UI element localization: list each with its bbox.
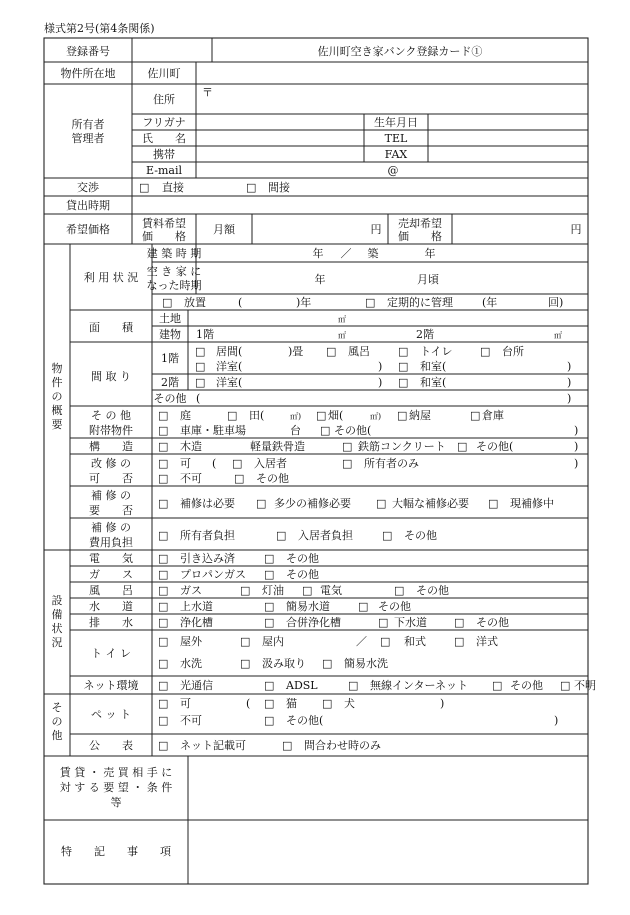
layout-floor2-label: 2階 [161, 376, 179, 389]
toilet-room-label: トイレ [420, 345, 453, 358]
repair-major-checkbox[interactable]: □ [376, 497, 387, 510]
overview-label-1: 物 [51, 362, 63, 375]
repair-some-checkbox[interactable]: □ [256, 497, 267, 510]
location-value: 佐川町 [147, 67, 181, 80]
f1-western-close: ) [378, 360, 383, 373]
drain-b-checkbox[interactable]: □ [264, 616, 275, 629]
repair-cost-label-1: 補 修 の [91, 521, 131, 534]
net-adsl-checkbox[interactable]: □ [264, 679, 275, 692]
drain-c-checkbox[interactable]: □ [378, 616, 389, 629]
pet-other-checkbox[interactable]: □ [264, 714, 275, 727]
equipment-label-3: 状 [51, 622, 63, 635]
equipment-label-1: 設 [51, 594, 63, 607]
net-label: ネット環境 [83, 679, 139, 692]
renovation-other-label: その他 [256, 472, 289, 485]
f2-western-close: ) [378, 376, 383, 389]
garage-units: 台 [290, 424, 301, 437]
email-at-mark: @ [387, 164, 399, 177]
mobile-label: 携帯 [153, 148, 175, 161]
annex-other-checkbox[interactable]: □ [320, 424, 331, 437]
cost-other-label: その他 [404, 529, 437, 542]
water-a-label: 上水道 [180, 600, 213, 613]
bath-b-checkbox[interactable]: □ [240, 584, 251, 597]
renovation-other-checkbox[interactable]: □ [234, 472, 245, 485]
cost-owner-checkbox[interactable]: □ [158, 529, 169, 542]
toilet-outdoor-checkbox[interactable]: □ [158, 635, 169, 648]
area-land-unit: ㎡ [338, 315, 346, 324]
neglect-checkbox[interactable]: □ [162, 296, 173, 309]
upland-checkbox[interactable]: □ [316, 409, 327, 422]
others-label-3: 他 [51, 729, 63, 742]
postal-mark: 〒 [202, 86, 213, 99]
bath-b-label: 灯油 [262, 584, 284, 597]
electric-b-checkbox[interactable]: □ [264, 552, 275, 565]
cost-owner-label: 所有者負担 [180, 529, 235, 542]
f2-western-checkbox[interactable]: □ [195, 376, 206, 389]
fax-label: FAX [384, 148, 408, 161]
neglect-label: 放置 [184, 296, 206, 309]
f2-japanese-label: 和室( [420, 376, 447, 389]
renovation-label-1: 改 修 の [91, 457, 131, 470]
gas-b-label: その他 [286, 568, 319, 581]
pet-cat-label: 猫 [286, 697, 297, 710]
toilet-pit-checkbox[interactable]: □ [240, 657, 251, 670]
drain-c-label: 下水道 [394, 616, 427, 629]
repair-some-label: 多少の補修必要 [274, 497, 351, 510]
registration-no-label: 登録番号 [66, 45, 110, 58]
annex-label-1: そ の 他 [91, 409, 131, 422]
area-floor1-unit: ㎡ [338, 331, 346, 340]
pet-other-label: その他( [286, 714, 324, 727]
layout-other-open: ( [196, 392, 201, 405]
bath-a-label: ガス [180, 584, 202, 597]
gas-b-checkbox[interactable]: □ [264, 568, 275, 581]
toilet-room-checkbox[interactable]: □ [398, 345, 409, 358]
usage-label: 利 用 状 況 [83, 271, 139, 284]
f2-western-label: 洋室( [216, 376, 243, 389]
cost-other-checkbox[interactable]: □ [382, 529, 393, 542]
neglect-years: )年 [296, 296, 312, 309]
bath-room-label: 風呂 [348, 345, 370, 358]
net-fiber-label: 光通信 [180, 679, 213, 692]
repair-cost-label-2: 費用負担 [89, 536, 133, 549]
repair-needed-label: 補修は必要 [180, 497, 235, 510]
kitchen-checkbox[interactable]: □ [480, 345, 491, 358]
garage-label: 車庫・駐車場 [180, 424, 246, 437]
rent-yen: 円 [370, 223, 382, 236]
publish-net-checkbox[interactable]: □ [158, 739, 169, 752]
requests-label-1: 賃 貸 ・ 売 買 相 手 に [59, 766, 173, 779]
structure-other-label: その他( [476, 440, 514, 453]
annex-other-label: その他( [334, 424, 372, 437]
drain-label: 排 水 [89, 616, 133, 629]
notes-label: 特 記 事 項 [61, 845, 171, 858]
area-floor1-label: 1階 [196, 328, 214, 341]
bath-d-checkbox[interactable]: □ [394, 584, 405, 597]
publish-label: 公 表 [89, 739, 133, 752]
renovation-ng-label: 不可 [180, 472, 202, 485]
negotiation-direct-label: 直接 [162, 181, 184, 194]
negotiation-indirect-label: 間接 [268, 181, 290, 194]
gas-a-label: プロパンガス [180, 568, 246, 581]
bath-room-checkbox[interactable]: □ [326, 345, 337, 358]
gas-label: ガ ス [89, 568, 133, 581]
cost-tenant-checkbox[interactable]: □ [276, 529, 287, 542]
net-unknown-checkbox[interactable]: □ [560, 679, 571, 692]
structure-label: 構 造 [89, 440, 133, 453]
water-b-label: 簡易水道 [286, 600, 330, 613]
equipment-label-4: 況 [51, 636, 63, 649]
upland-label: 畑( [328, 409, 344, 422]
garage-checkbox[interactable]: □ [158, 424, 169, 437]
negotiation-label: 交渉 [77, 181, 99, 194]
name-label: 氏 名 [142, 132, 186, 145]
drain-b-label: 合併浄化槽 [286, 616, 341, 629]
sale-label-2: 価 格 [398, 230, 442, 243]
wood-label: 木造 [180, 440, 202, 453]
steel-label: 軽量鉄骨造 [250, 440, 305, 453]
water-c-label: その他 [378, 600, 411, 613]
pet-dog-label: 犬 [344, 697, 355, 710]
negotiation-indirect-checkbox[interactable]: □ [246, 181, 257, 194]
owner-only-checkbox[interactable]: □ [342, 457, 353, 470]
requests-label-2: 対 す る 要 望 ・ 条 件 [59, 781, 173, 794]
vacant-month: 月頃 [417, 273, 439, 286]
renovation-paren: ( [212, 457, 217, 470]
toilet-label: ト イ レ [91, 647, 131, 660]
toilet-slash: ／ [356, 635, 367, 648]
electric-a-checkbox[interactable]: □ [158, 552, 169, 565]
negotiation-direct-checkbox[interactable]: □ [139, 181, 150, 194]
toilet-flush-checkbox[interactable]: □ [158, 657, 169, 670]
net-unknown-label: 不明 [574, 679, 596, 692]
build-period-label: 建 築 時 期 [146, 247, 202, 260]
water-a-checkbox[interactable]: □ [158, 600, 169, 613]
gas-a-checkbox[interactable]: □ [158, 568, 169, 581]
toilet-pit-label: 汲み取り [262, 657, 306, 670]
pet-open: ( [246, 697, 251, 710]
pet-ok-label: 可 [180, 697, 191, 710]
living-tatami: )畳 [288, 345, 304, 358]
requests-label-3: 等 [110, 796, 122, 809]
renovation-ok-checkbox[interactable]: □ [158, 457, 169, 470]
vacant-label-2: なった時期 [146, 279, 202, 292]
publish-inquiry-label: 問合わせ時のみ [304, 739, 381, 752]
address-label: 住所 [153, 93, 175, 106]
build-slash: ／ [340, 247, 352, 260]
net-fiber-checkbox[interactable]: □ [158, 679, 169, 692]
water-b-checkbox[interactable]: □ [264, 600, 275, 613]
price-label: 希望価格 [66, 223, 110, 236]
tenant-label: 入居者 [254, 457, 287, 470]
area-land-label: 土地 [159, 312, 181, 325]
pet-dog-checkbox[interactable]: □ [322, 697, 333, 710]
repair-current-label: 現補修中 [510, 497, 554, 510]
f1-japanese-close: ) [567, 360, 572, 373]
overview-label-3: の [51, 390, 63, 403]
owner-only-label: 所有者のみ [364, 457, 419, 470]
barn-label: 納屋 [409, 409, 431, 422]
f1-japanese-checkbox[interactable]: □ [398, 360, 409, 373]
repair-current-checkbox[interactable]: □ [488, 497, 499, 510]
build-year: 年 [312, 247, 324, 260]
managed-checkbox[interactable]: □ [365, 296, 376, 309]
toilet-japanese-label: 和式 [404, 635, 426, 648]
tenant-checkbox[interactable]: □ [232, 457, 243, 470]
net-wifi-checkbox[interactable]: □ [348, 679, 359, 692]
electric-a-label: 引き込み済 [180, 552, 235, 565]
pet-ng-label: 不可 [180, 714, 202, 727]
overview-label-2: 件 [51, 376, 63, 389]
toilet-japanese-checkbox[interactable]: □ [380, 635, 391, 648]
drain-a-label: 浄化槽 [180, 616, 213, 629]
owner-label-2: 管理者 [71, 132, 105, 145]
renovation-ng-checkbox[interactable]: □ [158, 472, 169, 485]
bath-a-checkbox[interactable]: □ [158, 584, 169, 597]
f1-japanese-label: 和室( [420, 360, 447, 373]
pet-cat-checkbox[interactable]: □ [264, 697, 275, 710]
electric-label: 電 気 [89, 552, 133, 565]
toilet-western-label: 洋式 [476, 635, 498, 648]
net-other-label: その他 [510, 679, 543, 692]
pet-label: ペ ッ ト [91, 708, 131, 721]
storage-checkbox[interactable]: □ [470, 409, 481, 422]
paddy-checkbox[interactable]: □ [227, 409, 238, 422]
monthly-label: 月額 [213, 223, 235, 236]
layout-label: 間 取 り [91, 370, 131, 383]
tel-label: TEL [384, 132, 408, 145]
drain-d-label: その他 [476, 616, 509, 629]
rc-checkbox[interactable]: □ [342, 440, 353, 453]
pet-ok-checkbox[interactable]: □ [158, 697, 169, 710]
vacant-year: 年 [314, 273, 326, 286]
overview-label-4: 概 [51, 404, 63, 417]
net-wifi-label: 無線インターネット [370, 679, 469, 692]
neglect-open-paren: ( [238, 296, 243, 309]
drain-a-checkbox[interactable]: □ [158, 616, 169, 629]
sale-label-1: 売却希望 [398, 217, 442, 230]
pet-ng-checkbox[interactable]: □ [158, 714, 169, 727]
build-chiku-year: 年 [424, 247, 436, 260]
bath-d-label: その他 [416, 584, 449, 597]
others-label-2: の [51, 715, 63, 728]
bath-label: 風 呂 [89, 584, 133, 597]
bath-c-label: 電気 [320, 584, 342, 597]
electric-b-label: その他 [286, 552, 319, 565]
repair-major-label: 大幅な補修必要 [392, 497, 469, 510]
repair-needed-checkbox[interactable]: □ [158, 497, 169, 510]
repair-need-label-2: 要 否 [89, 504, 133, 517]
pet-close: ) [440, 697, 445, 710]
f1-western-checkbox[interactable]: □ [195, 360, 206, 373]
rent-label-1: 賃料希望 [142, 217, 186, 230]
birth-label: 生年月日 [374, 116, 418, 129]
f2-japanese-checkbox[interactable]: □ [398, 376, 409, 389]
rent-label-2: 価 格 [142, 230, 186, 243]
publish-inquiry-checkbox[interactable]: □ [282, 739, 293, 752]
structure-other-close: ) [574, 440, 579, 453]
water-c-checkbox[interactable]: □ [358, 600, 369, 613]
toilet-indoor-checkbox[interactable]: □ [240, 635, 251, 648]
toilet-simple-label: 簡易水洗 [344, 657, 388, 670]
overview-label-5: 要 [51, 418, 63, 431]
layout-other-close: ) [567, 392, 572, 405]
area-label: 面 積 [89, 321, 133, 334]
net-adsl-label: ADSL [286, 679, 318, 692]
managed-freq: (年 [482, 296, 498, 309]
repair-need-label-1: 補 修 の [91, 489, 131, 502]
structure-other-checkbox[interactable]: □ [457, 440, 468, 453]
location-label: 物件所在地 [60, 67, 116, 80]
upland-unit: ㎡) [370, 412, 382, 421]
paddy-unit: ㎡) [290, 412, 302, 421]
water-label: 水 道 [89, 600, 133, 613]
furigana-label: フリガナ [142, 116, 186, 129]
owner-label-1: 所有者 [71, 118, 105, 131]
managed-times: 回) [548, 296, 564, 309]
managed-label: 定期的に管理 [387, 296, 453, 309]
toilet-outdoor-label: 屋外 [180, 635, 202, 648]
form-number: 様式第2号(第4条関係) [44, 22, 155, 35]
cost-tenant-label: 入居者負担 [298, 529, 353, 542]
annex-other-close: ) [574, 424, 579, 437]
living-checkbox[interactable]: □ [195, 345, 206, 358]
pet-other-close: ) [554, 714, 559, 727]
renovation-close: ) [574, 457, 579, 470]
garden-label: 庭 [180, 409, 191, 422]
rc-label: 鉄筋コンクリート [358, 440, 446, 453]
kitchen-label: 台所 [502, 345, 524, 358]
toilet-western-checkbox[interactable]: □ [454, 635, 465, 648]
equipment-label-2: 備 [51, 608, 63, 621]
email-label: E-mail [146, 164, 182, 177]
card-title: 佐川町空き家バンク登録カード① [317, 45, 483, 58]
area-building-label: 建物 [159, 328, 181, 341]
barn-checkbox[interactable]: □ [397, 409, 408, 422]
f1-western-label: 洋室( [216, 360, 243, 373]
bath-c-checkbox[interactable]: □ [302, 584, 313, 597]
wood-checkbox[interactable]: □ [158, 440, 169, 453]
area-floor2-label: 2階 [416, 328, 434, 341]
toilet-indoor-label: 屋内 [262, 635, 284, 648]
toilet-simple-checkbox[interactable]: □ [322, 657, 333, 670]
layout-floor1-label: 1階 [161, 352, 179, 365]
paddy-label: 田( [249, 409, 265, 422]
f2-japanese-close: ) [567, 376, 572, 389]
storage-label: 倉庫 [482, 409, 504, 422]
living-label: 居間( [216, 345, 243, 358]
sale-yen: 円 [570, 223, 582, 236]
toilet-flush-label: 水洗 [180, 657, 202, 670]
drain-d-checkbox[interactable]: □ [454, 616, 465, 629]
build-chiku: 築 [367, 247, 379, 260]
renovation-label-2: 可 否 [89, 472, 133, 485]
publish-net-label: ネット記載可 [180, 739, 246, 752]
area-floor2-unit: ㎡ [554, 331, 562, 340]
lease-period-label: 貸出時期 [66, 199, 110, 212]
others-label-1: そ [51, 701, 63, 714]
net-other-checkbox[interactable]: □ [492, 679, 503, 692]
layout-other-label: その他 [153, 392, 187, 405]
renovation-ok-label: 可 [180, 457, 191, 470]
annex-label-2: 附帯物件 [89, 424, 133, 437]
garden-checkbox[interactable]: □ [158, 409, 169, 422]
vacant-label-1: 空 き 家 に [146, 265, 202, 278]
